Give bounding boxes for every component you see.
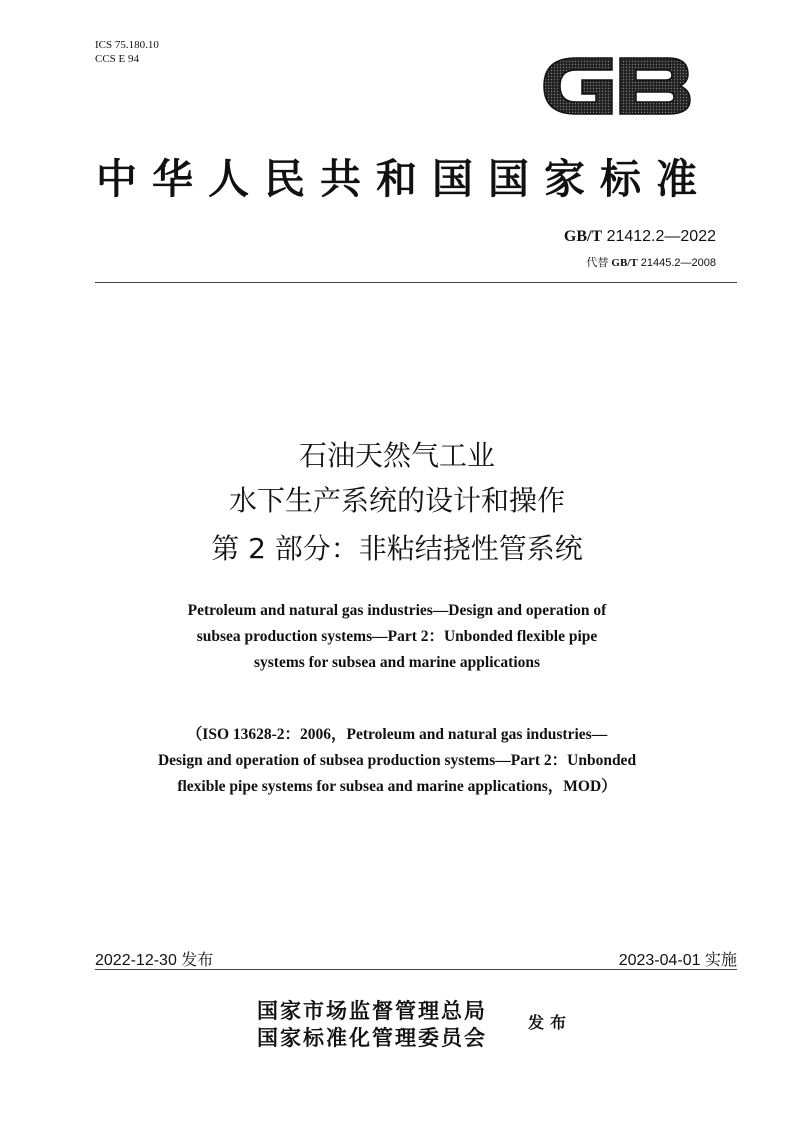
standard-number-value: 21412.2—2022 xyxy=(606,228,716,245)
logo-text: GB xyxy=(617,120,619,121)
replaces-prefix: GB/T xyxy=(611,257,638,269)
title-en-line2: subsea production systems—Part 2：Unbonded flexible pipe xyxy=(196,628,598,645)
title-en-line1: Petroleum and natural gas industries—Design and operation of xyxy=(187,602,607,619)
replaces-standard xyxy=(586,254,716,270)
iso-reference-line3: flexible pipe systems for subsea and marine applications，MOD） xyxy=(177,778,617,795)
replaces-label: 代替 xyxy=(586,257,609,269)
title-cn-line2: 水下生产系统的设计和操作 xyxy=(228,484,565,517)
issuer-line2: 国家标准化管理委员会 xyxy=(257,1025,487,1050)
issue-date: 2022-12-30 发布 xyxy=(95,952,214,969)
iso-reference-line1: （ISO 13628-2：2006，Petroleum and natural gas industries— xyxy=(186,726,608,743)
gb-logo xyxy=(538,48,696,124)
title-en-line3: systems for subsea and marine applications xyxy=(253,654,541,671)
issuer-line1: 国家市场监督管理总局 xyxy=(257,998,487,1023)
replaces-number: 21445.2—2008 xyxy=(640,257,716,269)
publish-label: 发布 xyxy=(528,1013,573,1032)
iso-reference-line2: Design and operation of subsea production systems—Part 2：Unbonded xyxy=(157,752,637,769)
footer-divider xyxy=(95,969,737,970)
classification-codes xyxy=(95,38,159,66)
ics-code: ICS 75.180.10 xyxy=(95,39,159,51)
implementation-date: 2023-04-01 实施 xyxy=(618,952,737,969)
standard-number xyxy=(564,228,716,246)
ccs-code: CCS E 94 xyxy=(95,53,140,65)
logo-b-letter xyxy=(620,58,690,114)
title-cn-line3: 第 2 部分：非粘结挠性管系统 xyxy=(211,532,583,565)
header-divider xyxy=(95,282,737,283)
title-cn-line1: 石油天然气工业 xyxy=(298,439,495,472)
logo-g-letter xyxy=(544,58,612,114)
standard-number-prefix: GB/T xyxy=(563,228,603,245)
standard-category-title: 中华人民共和国国家标准 xyxy=(96,155,712,203)
